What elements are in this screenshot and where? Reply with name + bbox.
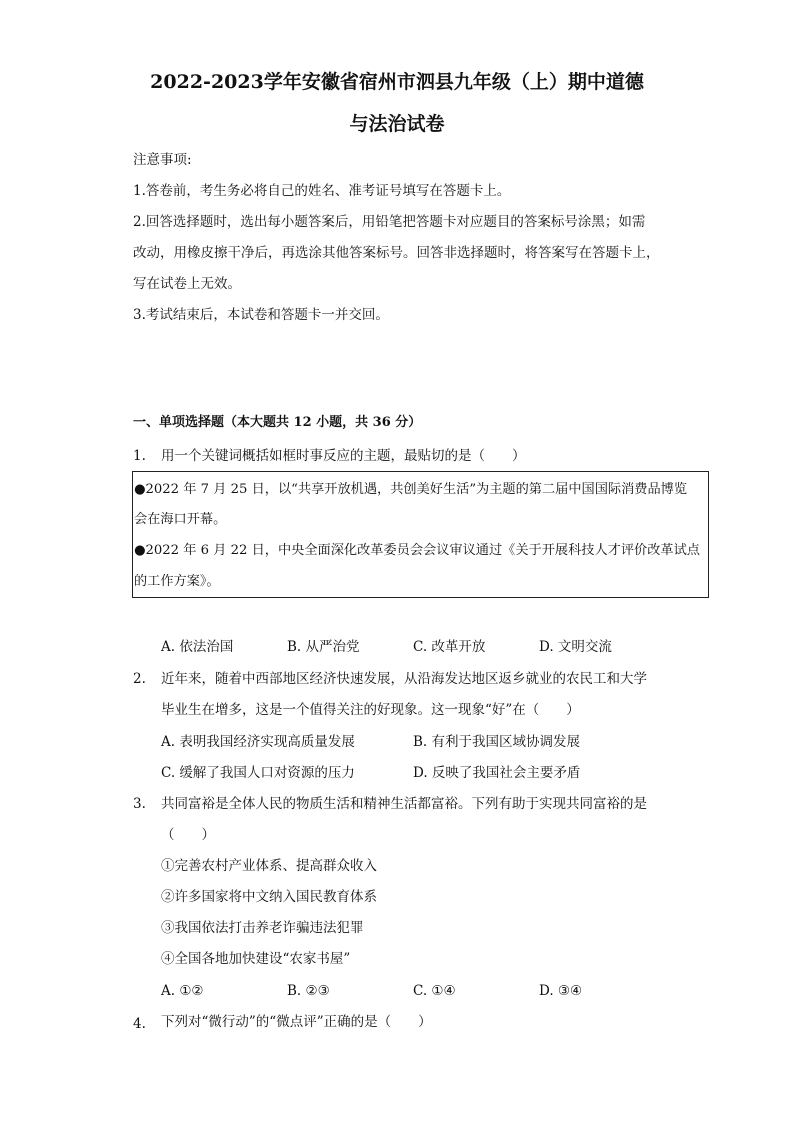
option-a: A. 依法治国 [161, 639, 234, 655]
option-c: C. 改革开放 [413, 639, 486, 655]
notice-line: 1.答卷前，考生务必将自己的姓名、准考证号填写在答题卡上。 [133, 183, 511, 199]
notice-line: 3.考试结束后，本试卷和答题卡一并交回。 [133, 307, 389, 323]
statement-item: ①完善农村产业体系、提高群众收入 [161, 858, 377, 874]
option-b: B. 从严治党 [287, 639, 360, 655]
news-line: ●2022 年 6 月 22 日，中央全面深化改革委员会会议审议通过《关于开展科技人才评价改革试点 [134, 543, 700, 558]
option-c: C. ①④ [413, 983, 456, 999]
statement-item: ②许多国家将中文纳入国民教育体系 [161, 889, 377, 905]
question-stem: 近年来，随着中西部地区经济快速发展，从沿海发达地区返乡就业的农民工和大学 [161, 671, 647, 687]
exam-title-line-2: 与法治试卷 [349, 113, 445, 135]
option-d: D. 反映了我国社会主要矛盾 [413, 765, 581, 781]
option-b: B. 有利于我国区域协调发展 [413, 734, 581, 750]
exam-title-line-1: 2022-2023学年安徽省宿州市泗县九年级（上）期中道德 [150, 71, 644, 93]
question-stem: 下列对“微行动”的“微点评”正确的是（ ） [161, 1014, 432, 1030]
question-stem: 共同富裕是全体人民的物质生活和精神生活都富裕。下列有助于实现共同富裕的是 [161, 796, 647, 812]
option-b: B. ②③ [287, 983, 330, 999]
statement-item: ④全国各地加快建设“农家书屋” [161, 951, 351, 967]
news-line: 的工作方案》。 [134, 574, 220, 589]
question-stem: 毕业生在增多，这是一个值得关注的好现象。这一现象“好”在（ ） [161, 702, 580, 718]
question-number: 3. [133, 796, 146, 812]
notice-line: 改动，用橡皮擦干净后，再选涂其他答案标号。回答非选择题时，将答案写在答题卡上， [133, 245, 660, 261]
question-number: 4. [133, 1016, 146, 1032]
notice-heading: 注意事项: [133, 152, 192, 168]
question-stem: （ ） [161, 827, 215, 843]
question-number: 1. [133, 448, 146, 464]
option-d: D. 文明交流 [539, 639, 612, 655]
news-box [132, 471, 709, 598]
notice-line: 2.回答选择题时，选出每小题答案后，用铅笔把答题卡对应题目的答案标号涂黑；如需 [133, 214, 646, 230]
notice-line: 写在试卷上无效。 [133, 276, 241, 292]
option-a: A. ①② [161, 983, 204, 999]
question-number: 2. [133, 671, 146, 687]
statement-item: ③我国依法打击养老诈骗违法犯罪 [161, 920, 364, 936]
section-heading: 一、单项选择题（本大题共 12 小题，共 36 分） [133, 415, 422, 430]
question-stem: 用一个关键词概括如框时事反应的主题，最贴切的是（ ） [161, 448, 526, 464]
option-a: A. 表明我国经济实现高质量发展 [161, 734, 355, 750]
option-d: D. ③④ [539, 983, 583, 999]
news-line: 会在海口开幕。 [134, 512, 227, 527]
news-line: ●2022 年 7 月 25 日，以“共享开放机遇，共创美好生活”为主题的第二届中国国际消费品博览 [134, 482, 688, 497]
option-c: C. 缓解了我国人口对资源的压力 [161, 765, 355, 781]
